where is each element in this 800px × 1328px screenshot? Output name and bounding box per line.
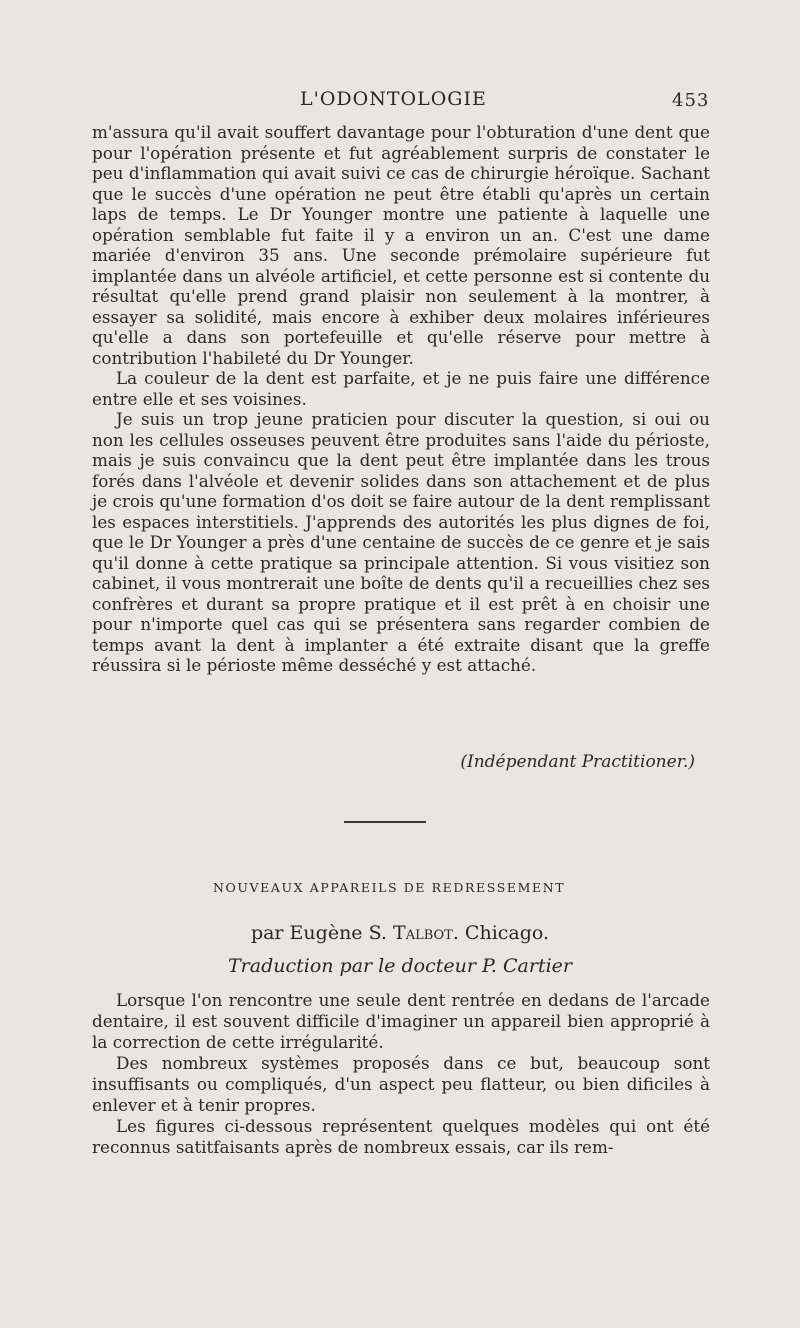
source-citation: (Indépendant Practitioner.) (460, 752, 695, 772)
byline (0, 922, 800, 944)
paragraph: Des nombreux systèmes proposés dans ce but, beaucoup sont insuffisants ou compliqués, d'un aspect peu flatteur, ou bien dificiles à enlever et à tenir propres. (92, 1053, 710, 1115)
section-title: NOUVEAUX APPAREILS DE REDRESSEMENT (213, 880, 566, 895)
byline-prefix: par Eugène S. (250, 922, 387, 944)
paragraph: Les figures ci-dessous représentent quelques modèles qui ont été reconnus satitfaisants après de nombreux essais, car ils rem- (92, 1116, 710, 1157)
paragraph: m'assura qu'il avait souffert davantage pour l'obturation d'une dent que pour l'opération présente et fut agréablement surpris de constater le peu d'inflammation qui avait suivi ce cas de chirurgie héroïque. Sachant que le succès d'une opération ne peut être établi qu'après un certain laps de temps. Le Dr Younger montre une patiente à laquelle une opération semblable fut faite il y a environ un an. C'est une dame mariée d'environ 35 ans. Une seconde prémolaire supérieure fut implantée dans un alvéole artificiel, et cette personne est si contente du résultat qu'elle prend grand plaisir non seulement à la montrer, à essayer sa solidité, mais encore à exhiber deux molaires inférieures qu'elle a dans son portefeuille et qu'elle réserve pour mettre à contribution l'habileté du Dr Younger. (92, 122, 710, 368)
byline-suffix: . Chicago. (452, 922, 550, 944)
section-divider (344, 821, 426, 823)
page-number: 453 (672, 90, 710, 111)
translation-credit: Traduction par le docteur P. Cartier (227, 955, 572, 977)
author-name: Talbot (393, 922, 453, 944)
paragraph: La couleur de la dent est parfaite, et je ne puis faire une différence entre elle et ses voisines. (92, 368, 710, 409)
article-continuation (92, 122, 710, 676)
paragraph: Je suis un trop jeune praticien pour discuter la question, si oui ou non les cellules osseuses peuvent être produites sans l'aide du périoste, mais je suis convaincu que la dent peut être implantée dans les trous forés dans l'alvéole et devenir solides dans son attachement et de plus je crois qu'une formation d'os doit se faire autour de la dent remplissant les espaces interstitiels. J'apprends des autorités les plus dignes de foi, que le Dr Younger a près d'une centaine de succès de ce genre et je sais qu'il donne à cette pratique sa principale attention. Si vous visitiez son cabinet, il vous montrerait une boîte de dents qu'il a recueillies chez ses confrères et durant sa propre pratique et il est prêt à en choisir une pour n'importe quel cas qui se présentera sans regarder combien de temps avant la dent à implanter a été extraite disant que la greffe réussira si le périoste même desséché y est attaché. (92, 409, 710, 675)
running-title: L'ODONTOLOGIE (300, 88, 487, 110)
paragraph: Lorsque l'on rencontre une seule dent rentrée en dedans de l'arcade dentaire, il est souvent difficile d'imaginer un appareil bien approprié à la correction de cette irrégularité. (92, 990, 710, 1052)
article-body (92, 990, 710, 1158)
